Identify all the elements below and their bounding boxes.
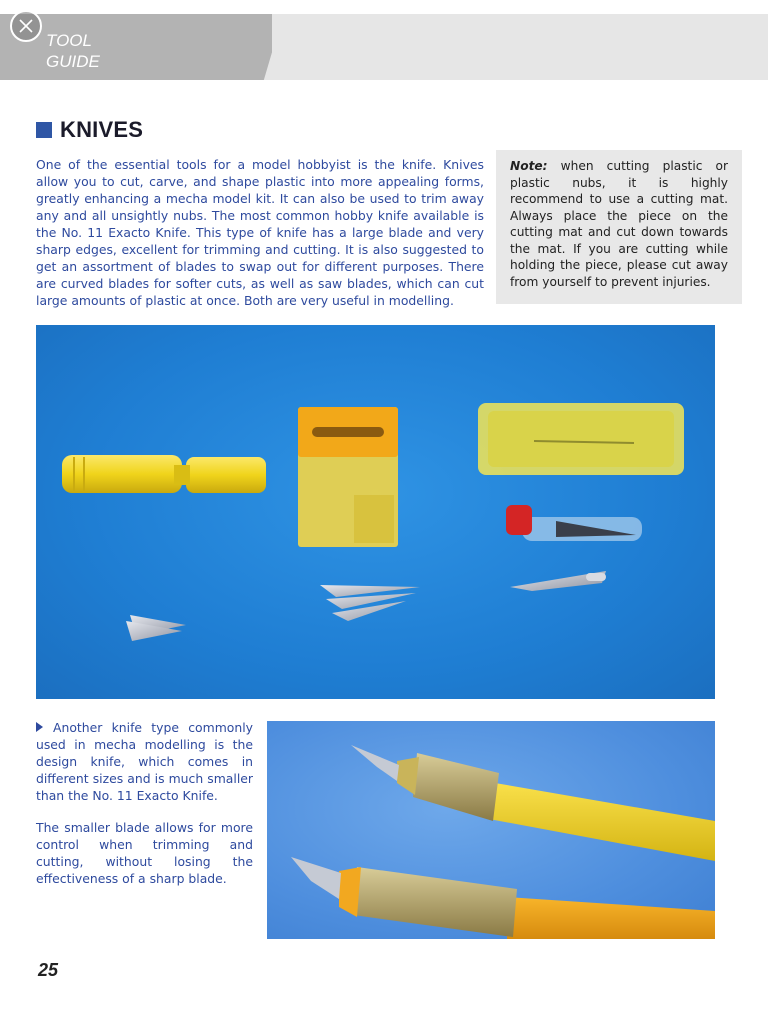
- bullet-triangle-icon: [36, 722, 43, 732]
- knife-case: [478, 403, 684, 475]
- lower-design-knife: [291, 857, 715, 939]
- blade-tube: [506, 505, 642, 541]
- intro-paragraph: One of the essential tools for a model hobbyist is the knife. Knives allow you to cut, carve, and shape plastic into more appealing forms, greatly enhancing a mecha model kit. It can also be used to trim away any and all unsightly nubs. The most common hobby knife available is the No. 11 Exacto Knife. This type of knife has a large blade and very sharp edges, excellent for trimming and cutting. It is also suggested to get an assortment of blades to swap out for different purposes. There are curved blades for softer cuts, as well as saw blades, which can cut large amounts of plastic at once. Both are very useful in modelling.: [36, 157, 484, 308]
- section-label-line1: TOOL: [46, 31, 92, 50]
- design-knife-text: [36, 719, 253, 902]
- section-label: [46, 30, 100, 72]
- page-title: [36, 117, 143, 143]
- note-box: [496, 150, 742, 304]
- knives-photo: [36, 325, 715, 699]
- upper-design-knife: [351, 745, 715, 861]
- design-knives-photo: [267, 721, 715, 939]
- design-knife-paragraph-1-text: Another knife type commonly used in mecha modelling is the design knife, which comes in different sizes and is much smaller than the No. 11 Exacto Knife.: [36, 720, 253, 803]
- close-icon: [18, 18, 34, 34]
- design-knife-paragraph-2: The smaller blade allows for more control when trimming and cutting, without losing the effectiveness of a sharp blade.: [36, 820, 253, 886]
- page-number: 25: [38, 960, 59, 980]
- title-square-icon: [36, 122, 52, 138]
- design-knife-paragraph-1: [36, 719, 253, 804]
- note-text: [510, 158, 728, 290]
- section-label-line2: GUIDE: [46, 52, 100, 71]
- title-text: KNIVES: [60, 117, 144, 142]
- knives-photo-illustration: [36, 325, 715, 699]
- design-knives-illustration: [267, 721, 715, 939]
- knife-handle: [62, 455, 266, 493]
- blade-dispenser: [298, 407, 398, 547]
- loose-blades: [126, 571, 606, 641]
- close-button[interactable]: [10, 10, 42, 42]
- note-label: Note:: [510, 159, 548, 173]
- note-body: when cutting plastic or plastic nubs, it is highly recommend to use a cutting mat. Always place the piece on the cutting mat and cut down towards the mat. If you are cutting while holding the piece, please cut away from yourself to prevent injuries.: [510, 159, 728, 289]
